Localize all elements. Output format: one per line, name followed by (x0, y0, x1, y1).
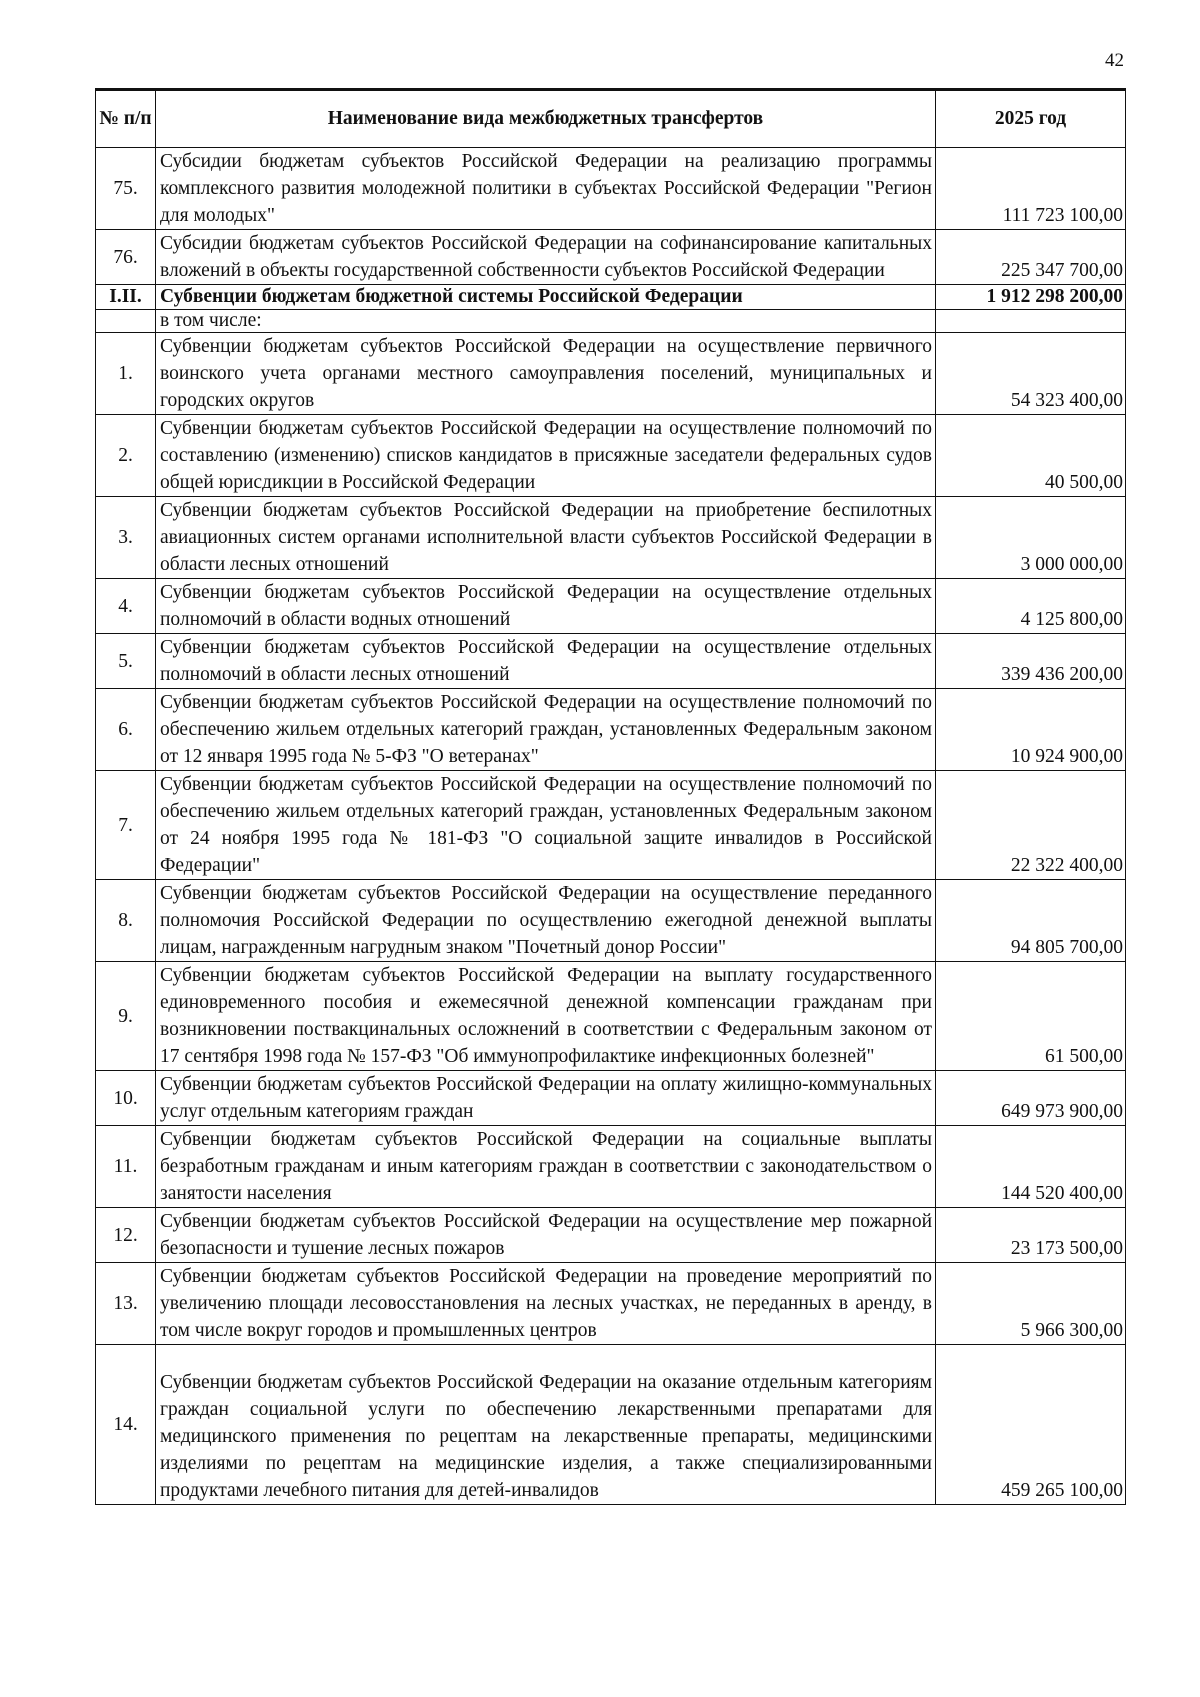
row-amount (936, 310, 1126, 333)
row-num: 4. (96, 579, 156, 634)
row-amount: 144 520 400,00 (936, 1126, 1126, 1208)
table-row (96, 333, 1126, 415)
row-name: Субвенции бюджетам субъектов Российской Федерации на социальные выплаты безработным гражданам и иным категориям граждан в соответствии с законодательством о занятости населения (156, 1126, 936, 1208)
table-header-row (96, 90, 1126, 148)
row-name: Субвенции бюджетам субъектов Российской Федерации на проведение мероприятий по увеличению площади лесовосстановления на лесных участках, не переданных в аренду, в том числе вокруг городов и промышленных центров (156, 1263, 936, 1345)
row-num: 1. (96, 333, 156, 415)
row-name: Субвенции бюджетам субъектов Российской Федерации на осуществление отдельных полномочий в области водных отношений (156, 579, 936, 634)
table-row (96, 415, 1126, 497)
row-num: 6. (96, 689, 156, 771)
table-row (96, 689, 1126, 771)
table-row (96, 962, 1126, 1071)
table-row (96, 1208, 1126, 1263)
row-amount: 111 723 100,00 (936, 148, 1126, 230)
row-name: Субвенции бюджетам субъектов Российской Федерации на оплату жилищно-коммунальных услуг отдельным категориям граждан (156, 1071, 936, 1126)
row-num: 5. (96, 634, 156, 689)
table-row (96, 497, 1126, 579)
row-num: 76. (96, 230, 156, 285)
row-amount: 459 265 100,00 (936, 1345, 1126, 1505)
header-name: Наименование вида межбюджетных трансфертов (156, 90, 936, 148)
row-amount: 649 973 900,00 (936, 1071, 1126, 1126)
header-year: 2025 год (936, 90, 1126, 148)
row-amount: 94 805 700,00 (936, 880, 1126, 962)
row-num: I.II. (96, 285, 156, 310)
row-name: Субвенции бюджетам субъектов Российской Федерации на осуществление первичного воинского учета органами местного самоуправления поселений, муниципальных и городских округов (156, 333, 936, 415)
row-num: 75. (96, 148, 156, 230)
row-amount: 5 966 300,00 (936, 1263, 1126, 1345)
row-num: 9. (96, 962, 156, 1071)
row-amount: 22 322 400,00 (936, 771, 1126, 880)
row-num: 8. (96, 880, 156, 962)
row-amount: 10 924 900,00 (936, 689, 1126, 771)
row-num: 3. (96, 497, 156, 579)
table-row (96, 1071, 1126, 1126)
header-num: № п/п (96, 90, 156, 148)
table-row (96, 1345, 1126, 1505)
row-name: Субвенции бюджетам субъектов Российской Федерации на оказание отдельным категориям граждан социальной услуги по обеспечению лекарственными препаратами для медицинского применения по рецептам на лекарственные препараты, медицинскими изделиями по рецептам на медицинские изделия, а также специализированными продуктами лечебного питания для детей-инвалидов (156, 1345, 936, 1505)
row-num: 11. (96, 1126, 156, 1208)
row-name: Субвенции бюджетам субъектов Российской Федерации на приобретение беспилотных авиационных систем органами исполнительной власти субъектов Российской Федерации в области лесных отношений (156, 497, 936, 579)
transfers-table (95, 88, 1126, 1505)
row-amount: 3 000 000,00 (936, 497, 1126, 579)
row-name: Субвенции бюджетам субъектов Российской Федерации на осуществление полномочий по составлению (изменению) списков кандидатов в присяжные заседатели федеральных судов общей юрисдикции в Российской Федерации (156, 415, 936, 497)
row-num: 10. (96, 1071, 156, 1126)
row-amount: 339 436 200,00 (936, 634, 1126, 689)
row-num: 7. (96, 771, 156, 880)
table-row (96, 230, 1126, 285)
table-row (96, 148, 1126, 230)
row-amount: 54 323 400,00 (936, 333, 1126, 415)
row-name: Субвенции бюджетам субъектов Российской Федерации на осуществление мер пожарной безопасности и тушение лесных пожаров (156, 1208, 936, 1263)
row-name: Субвенции бюджетам бюджетной системы Российской Федерации (156, 285, 936, 310)
row-amount: 23 173 500,00 (936, 1208, 1126, 1263)
table-row (96, 285, 1126, 310)
table-body (96, 148, 1126, 1505)
row-amount: 4 125 800,00 (936, 579, 1126, 634)
row-num (96, 310, 156, 333)
table-row (96, 1126, 1126, 1208)
row-num: 14. (96, 1345, 156, 1505)
row-num: 2. (96, 415, 156, 497)
row-num: 12. (96, 1208, 156, 1263)
row-amount: 225 347 700,00 (936, 230, 1126, 285)
row-num: 13. (96, 1263, 156, 1345)
row-name: Субвенции бюджетам субъектов Российской Федерации на осуществление отдельных полномочий в области лесных отношений (156, 634, 936, 689)
row-name: Субсидии бюджетам субъектов Российской Федерации на софинансирование капитальных вложений в объекты государственной собственности субъектов Российской Федерации (156, 230, 936, 285)
table-row (96, 579, 1126, 634)
table-row (96, 634, 1126, 689)
row-name: Субвенции бюджетам субъектов Российской Федерации на выплату государственного единовременного пособия и ежемесячной денежной компенсации гражданам при возникновении поствакцинальных осложнений в соответствии с Федеральным законом от 17 сентября 1998 года № 157-ФЗ "Об иммунопрофилактике инфекционных болезней" (156, 962, 936, 1071)
row-name: Субвенции бюджетам субъектов Российской Федерации на осуществление переданного полномочия Российской Федерации по осуществлению ежегодной денежной выплаты лицам, награжденным нагрудным знаком "Почетный донор России" (156, 880, 936, 962)
row-amount: 1 912 298 200,00 (936, 285, 1126, 310)
table-row (96, 310, 1126, 333)
table-row (96, 1263, 1126, 1345)
row-name: Субвенции бюджетам субъектов Российской Федерации на осуществление полномочий по обеспечению жильем отдельных категорий граждан, установленных Федеральным законом от 12 января 1995 года № 5-ФЗ "О ветеранах" (156, 689, 936, 771)
table-row (96, 771, 1126, 880)
page-number: 42 (1105, 50, 1124, 71)
row-amount: 40 500,00 (936, 415, 1126, 497)
row-amount: 61 500,00 (936, 962, 1126, 1071)
row-name: Субвенции бюджетам субъектов Российской Федерации на осуществление полномочий по обеспечению жильем отдельных категорий граждан, установленных Федеральным законом от 24 ноября 1995 года № 181-ФЗ "О социальной защите инвалидов в Российской Федерации" (156, 771, 936, 880)
row-name: в том числе: (156, 310, 936, 333)
row-name: Субсидии бюджетам субъектов Российской Федерации на реализацию программы комплексного развития молодежной политики в субъектах Российской Федерации "Регион для молодых" (156, 148, 936, 230)
table-row (96, 880, 1126, 962)
